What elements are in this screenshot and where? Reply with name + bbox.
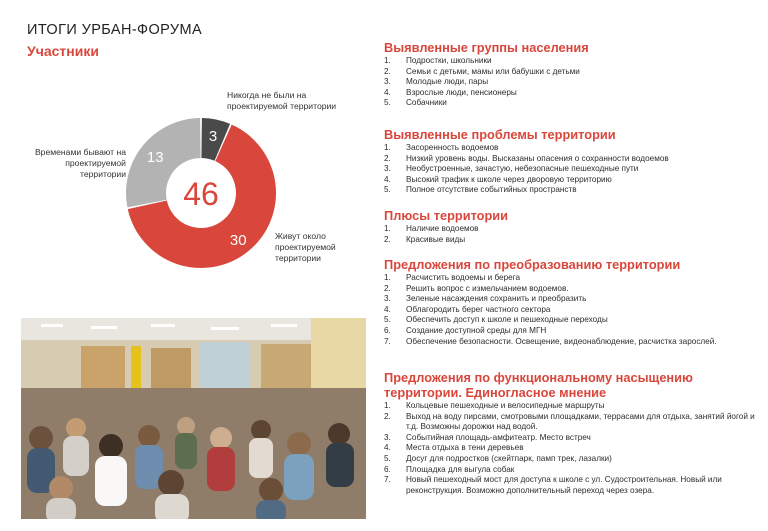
- list-item-text: Обеспечить доступ к школе и пешеходные переходы: [406, 315, 608, 325]
- section-problems: [384, 127, 756, 196]
- list-item-text: Полное отсутствие событийных пространств: [406, 185, 577, 195]
- section-list: [384, 401, 756, 496]
- list-item: [384, 305, 756, 316]
- list-item: [384, 67, 756, 78]
- list-item: [384, 337, 756, 348]
- slice-value-label: 13: [146, 148, 164, 166]
- list-item: [384, 143, 756, 154]
- section-list: [384, 143, 756, 196]
- list-item-number: 2.: [384, 153, 391, 163]
- list-item: [384, 175, 756, 186]
- section-list: [384, 224, 756, 245]
- list-item-text: Взрослые люди, пенсионеры: [406, 87, 517, 97]
- list-item-number: 1.: [384, 401, 391, 410]
- list-item: [384, 273, 756, 284]
- participants-heading: Участники: [27, 43, 99, 59]
- list-item-text: Засоренность водоемов: [406, 143, 499, 152]
- list-item-number: 1.: [384, 56, 391, 65]
- list-item-text: Необустроенные, зачастую, небезопасные пешеходные пути: [406, 164, 639, 174]
- slice-label-sometimes: Временами бывают на проектируемой территории: [34, 147, 126, 179]
- list-item-text: Досуг для подростков (скейтпарк, памп трек, лазалки): [406, 453, 612, 463]
- list-item: [384, 465, 756, 476]
- slice-value-label: 30: [229, 231, 247, 249]
- list-item-text: Подростки, школьники: [406, 56, 492, 65]
- list-item-number: 4.: [384, 443, 391, 453]
- list-item-number: 2.: [384, 66, 391, 76]
- section-title: Плюсы территории: [384, 208, 509, 223]
- list-item-number: 3.: [384, 432, 391, 442]
- list-item: [384, 326, 756, 337]
- list-item-text: Места отдыха в тени деревьев: [406, 443, 524, 453]
- section-title: Выявленные проблемы территории: [384, 127, 616, 142]
- list-item: [384, 294, 756, 305]
- list-item-text: Решить вопрос с измельчанием водоемов.: [406, 283, 569, 293]
- list-item: [384, 77, 756, 88]
- list-item-number: 1.: [384, 224, 391, 233]
- list-item-text: Площадка для выгула собак: [406, 464, 515, 474]
- list-item-text: Низкий уровень воды. Высказаны опасения о сохранности водоемов: [406, 153, 669, 163]
- list-item: [384, 224, 756, 235]
- list-item-number: 7.: [384, 336, 391, 346]
- list-item: [384, 454, 756, 465]
- section-functional-proposals: [384, 370, 756, 496]
- list-item-text: Кольцевые пешеходные и велосипедные маршруты: [406, 401, 605, 410]
- section-population-groups: [384, 40, 756, 109]
- list-item-number: 6.: [384, 325, 391, 335]
- list-item: [384, 164, 756, 175]
- slice-label-live-nearby: Живут около проектируемой территории: [275, 231, 336, 263]
- list-item-number: 1.: [384, 143, 391, 152]
- list-item-text: Создание доступной среды для МГН: [406, 325, 547, 335]
- slice-label-never: Никогда не были на проектируемой территории: [227, 90, 337, 111]
- list-item-number: 7.: [384, 475, 391, 485]
- list-item-number: 3.: [384, 294, 391, 304]
- list-item-text: Высокий трафик к школе через дворовую территорию: [406, 174, 612, 184]
- section-transformation-proposals: [384, 257, 756, 347]
- list-item-text: Новый пешеходный мост для доступа к школе с ул. Судостроительная. Новый или реконструкция. Возможно дополнительный переход через озера.: [406, 475, 722, 495]
- list-item-number: 5.: [384, 98, 391, 108]
- donut-total: 46: [183, 176, 219, 212]
- list-item: [384, 98, 756, 109]
- list-item: [384, 412, 756, 433]
- list-item-number: 3.: [384, 77, 391, 87]
- list-item-text: Событийная площадь-амфитеатр. Место встреч: [406, 432, 591, 442]
- list-item-number: 5.: [384, 453, 391, 463]
- list-item-number: 4.: [384, 87, 391, 97]
- section-title: Предложения по функциональному насыщению территории. Единогласное мнение: [384, 370, 693, 400]
- list-item-number: 5.: [384, 185, 391, 195]
- list-item: [384, 154, 756, 165]
- list-item-text: Облагородить берег частного сектора: [406, 304, 551, 314]
- list-item-text: Красивые виды: [406, 234, 466, 244]
- section-list: [384, 56, 756, 109]
- list-item-text: Обеспечение безопасности. Освещение, видеонаблюдение, расчистка зарослей.: [406, 336, 717, 346]
- list-item: [384, 433, 756, 444]
- list-item: [384, 284, 756, 295]
- list-item-number: 2.: [384, 283, 391, 293]
- list-item-number: 6.: [384, 464, 391, 474]
- list-item-text: Выход на воду пирсами, смотровыми площадками, террасами для отдыха, занятий йогой и т.д. Возможны дорожки над водой.: [406, 411, 755, 432]
- list-item: [384, 56, 756, 67]
- list-item-number: 4.: [384, 174, 391, 184]
- list-item-number: 2.: [384, 234, 391, 244]
- list-item-text: Наличие водоемов: [406, 224, 479, 233]
- page-title: ИТОГИ УРБАН-ФОРУМА: [27, 22, 203, 38]
- list-item-number: 5.: [384, 315, 391, 325]
- list-item-number: 1.: [384, 273, 391, 282]
- list-item-text: Молодые люди, пары: [406, 77, 489, 87]
- list-item-text: Семьи с детьми, мамы или бабушки с детьми: [406, 66, 580, 76]
- list-item-text: Собачники: [406, 98, 447, 108]
- slice-value-label: 3: [208, 128, 218, 146]
- list-item: [384, 185, 756, 196]
- forum-photo: [21, 318, 366, 519]
- list-item: [384, 443, 756, 454]
- list-item-number: 2.: [384, 411, 391, 421]
- list-item: [384, 401, 756, 412]
- list-item: [384, 88, 756, 99]
- list-item: [384, 315, 756, 326]
- list-item: [384, 235, 756, 246]
- section-title: Предложения по преобразованию территории: [384, 257, 681, 272]
- list-item-number: 3.: [384, 164, 391, 174]
- list-item: [384, 475, 756, 496]
- section-title: Выявленные группы населения: [384, 40, 589, 55]
- list-item-text: Зеленые насаждения сохранить и преобразить: [406, 294, 587, 304]
- list-item-number: 4.: [384, 304, 391, 314]
- section-list: [384, 273, 756, 347]
- list-item-text: Расчистить водоемы и берега: [406, 273, 521, 282]
- section-advantages: [384, 208, 756, 245]
